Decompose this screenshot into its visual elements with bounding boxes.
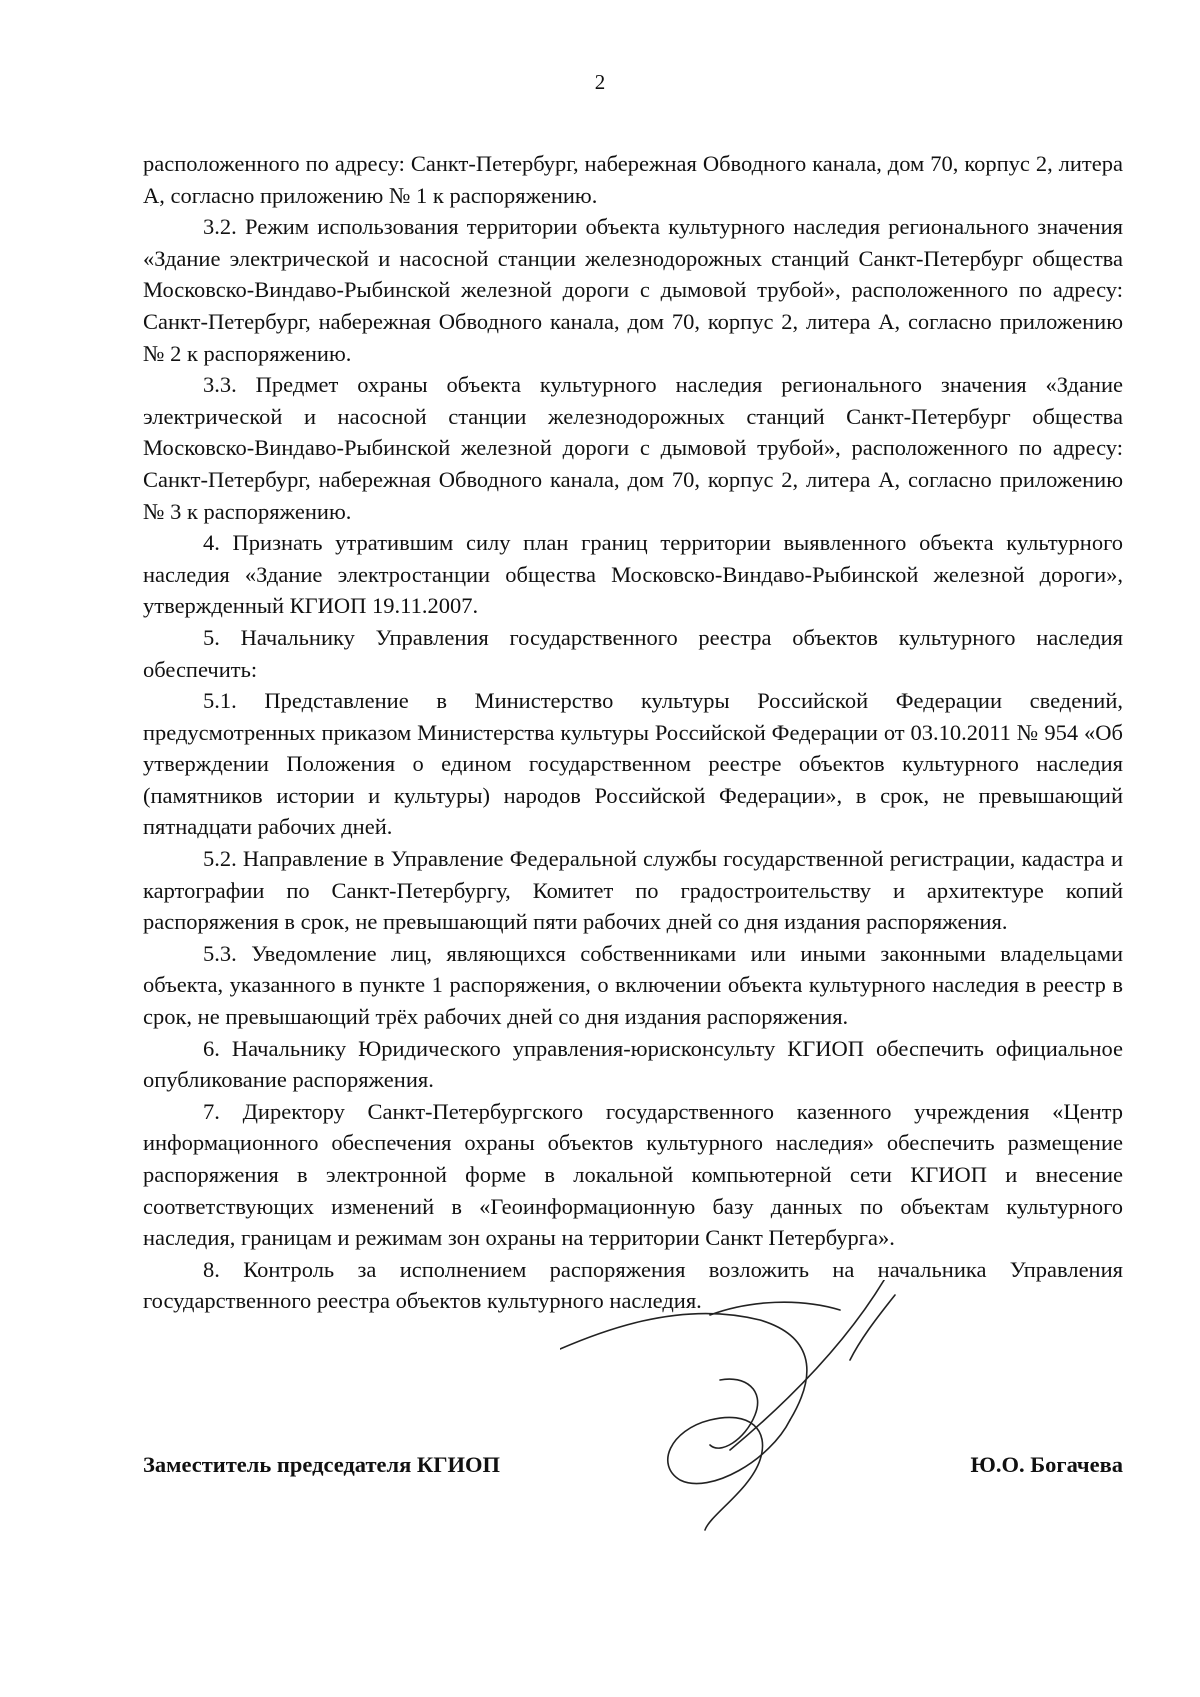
handwritten-signature <box>560 1280 980 1540</box>
paragraph: 5.3. Уведомление лиц, являющихся собственниками или иными законными владельцами объекта, указанного в пункте 1 распоряжения, о включении объекта культурного наследия в реестр в срок, не превышающий трёх рабочих дней со дня издания распоряжения. <box>143 940 1123 1030</box>
paragraph: 6. Начальнику Юридического управления-юрисконсульту КГИОП обеспечить официальное опубликование распоряжения. <box>143 1035 1123 1093</box>
signer-name: Ю.О. Богачева <box>970 1452 1123 1477</box>
signature-block <box>143 1452 1123 1492</box>
paragraph: 3.3. Предмет охраны объекта культурного наследия регионального значения «Здание электрической и насосной станции железнодорожных станций Санкт-Петербург общества Московско-Виндаво-Рыбинской железной дороги с дымовой трубой», расположенного по адресу: Санкт-Петербург, набережная Обводного канала, дом 70, корпус 2, литера А, согласно приложению № 3 к распоряжению. <box>143 372 1123 524</box>
paragraph: расположенного по адресу: Санкт-Петербург, набережная Обводного канала, дом 70, корпус 2, литера А, согласно приложению № 1 к распоряжению. <box>143 151 1123 208</box>
paragraph: 5.1. Представление в Министерство культуры Российской Федерации сведений, предусмотренных приказом Министерства культуры Российской Федерации от 03.10.2011 № 954 «Об утверждении Положения о едином государственном реестре объектов культурного наследия (памятников истории и культуры) народов Российской Федерации», в срок, не превышающий пятнадцати рабочих дней. <box>143 688 1123 840</box>
paragraph: 5. Начальнику Управления государственного реестра объектов культурного наследия обеспечить: <box>143 624 1123 682</box>
paragraph: 4. Признать утратившим силу план границ территории выявленного объекта культурного наследия «Здание электростанции общества Московско-Виндаво-Рыбинской железной дороги», утвержденный КГИОП 19.11.2007. <box>143 530 1123 619</box>
signer-title: Заместитель председателя КГИОП <box>143 1452 501 1477</box>
paragraph: 7. Директору Санкт-Петербургского государственного казенного учреждения «Центр информационного обеспечения охраны объектов культурного наследия» обеспечить размещение распоряжения в электронной форме в локальной компьютерной сети КГИОП и внесение соответствующих изменений в «Геоинформационную базу данных по объектам культурного наследия, границам и режимам зон охраны на территории Санкт Петербурга». <box>143 1098 1123 1251</box>
paragraph: 3.2. Режим использования территории объекта культурного наследия регионального значения «Здание электрической и насосной станции железнодорожных станций Санкт-Петербург общества Московско-Виндаво-Рыбинской железной дороги с дымовой трубой», расположенного по адресу: Санкт-Петербург, набережная Обводного канала, дом 70, корпус 2, литера А, согласно приложению № 2 к распоряжению. <box>143 214 1123 366</box>
page-number: 2 <box>594 70 606 94</box>
document-body <box>143 148 1123 1317</box>
paragraph: 8. Контроль за исполнением распоряжения возложить на начальника Управления государственного реестра объектов культурного наследия. <box>143 1256 1123 1314</box>
paragraph: 5.2. Направление в Управление Федеральной службы государственной регистрации, кадастра и картографии по Санкт-Петербургу, Комитет по градостроительству и архитектуре копий распоряжения в срок, не превышающий пяти рабочих дней со дня издания распоряжения. <box>143 846 1123 935</box>
